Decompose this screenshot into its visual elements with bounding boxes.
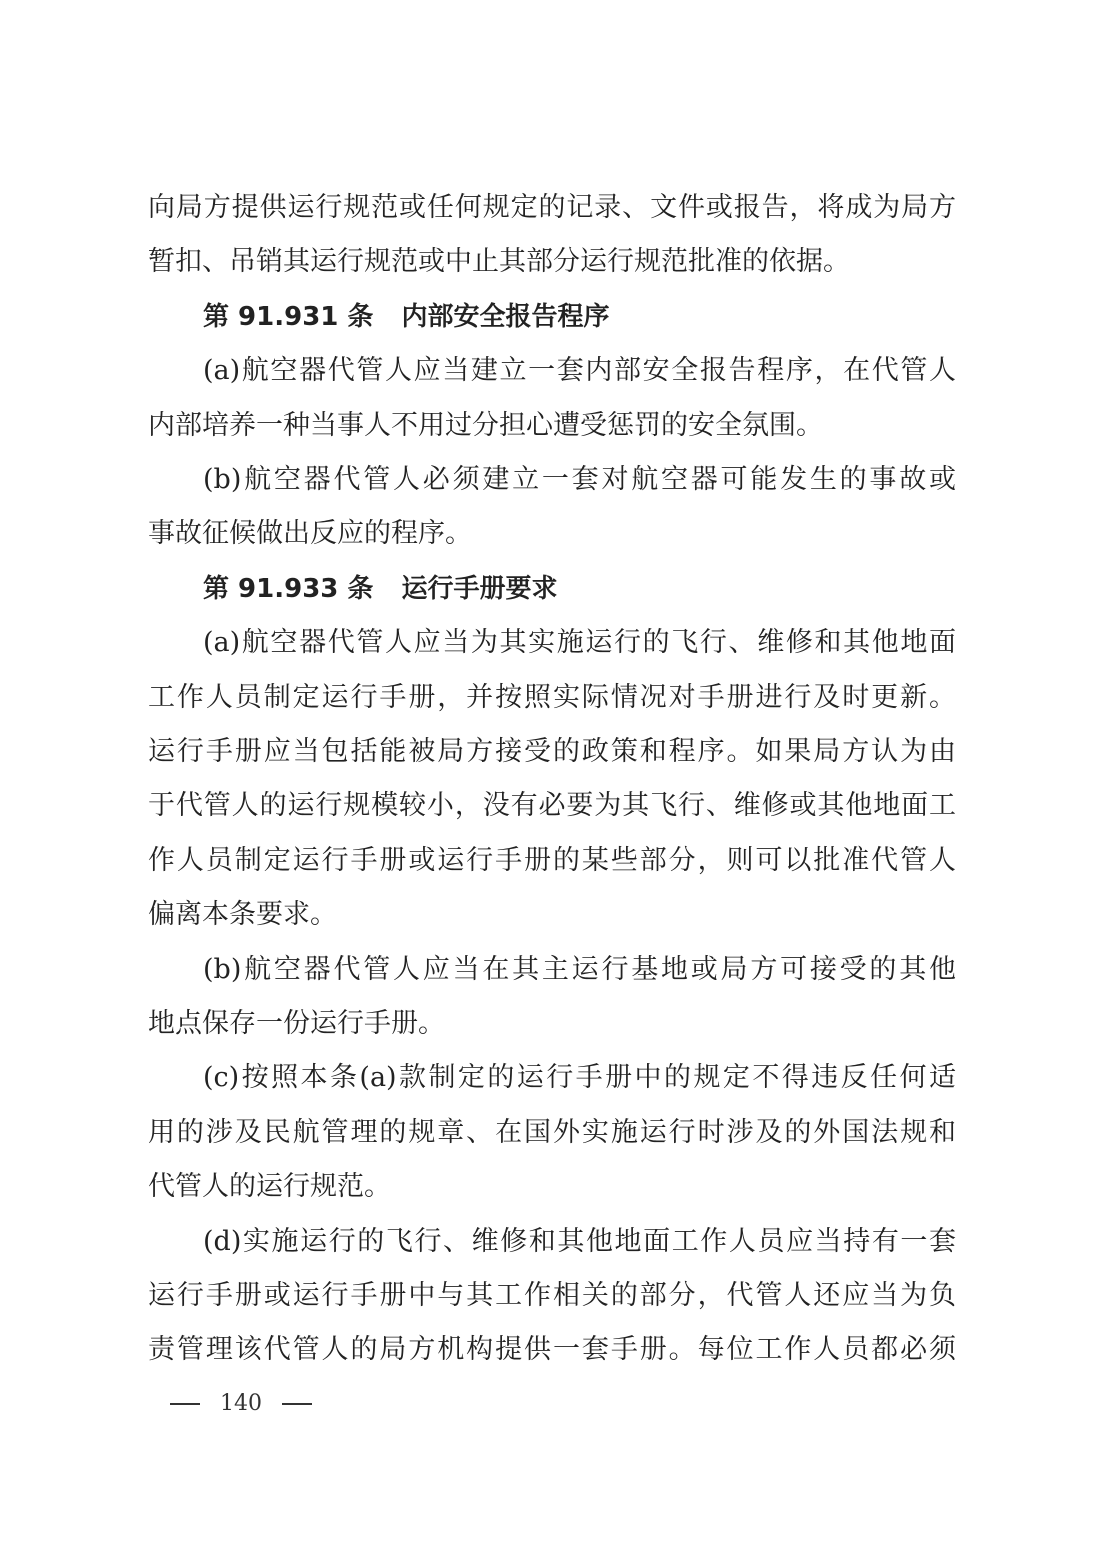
article-title: 内部安全报告程序 — [401, 302, 610, 332]
text-line: 暂扣、吊销其运行规范或中止其部分运行规范批准的依据。 — [148, 246, 850, 277]
text-line: 向局方提供运行规范或任何规定的记录、文件或报告，将成为局方 — [148, 192, 956, 223]
text-line: 工作人员制定运行手册，并按照实际情况对手册进行及时更新。 — [148, 682, 956, 713]
text-line: 地点保存一份运行手册。 — [148, 1008, 445, 1039]
page-footer — [170, 1389, 312, 1419]
text-line: (c)按照本条(a)款制定的运行手册中的规定不得违反任何适 — [203, 1062, 956, 1093]
text-line: 事故征候做出反应的程序。 — [148, 518, 472, 549]
page-number: 140 — [220, 1391, 262, 1416]
text-line: 作人员制定运行手册或运行手册的某些部分，则可以批准代管人 — [148, 845, 956, 876]
text-line: 责管理该代管人的局方机构提供一套手册。每位工作人员都必须 — [148, 1334, 956, 1365]
text-line: 偏离本条要求。 — [148, 899, 337, 930]
footer-dash-left — [170, 1403, 200, 1405]
text-line: (d)实施运行的飞行、维修和其他地面工作人员应当持有一套 — [203, 1226, 956, 1257]
text-line: 代管人的运行规范。 — [148, 1171, 391, 1202]
text-line: (b)航空器代管人应当在其主运行基地或局方可接受的其他 — [203, 954, 956, 985]
text-line: (b)航空器代管人必须建立一套对航空器可能发生的事故或 — [203, 464, 956, 495]
text-line: 运行手册应当包括能被局方接受的政策和程序。如果局方认为由 — [148, 736, 956, 767]
text-line: (a)航空器代管人应当为其实施运行的飞行、维修和其他地面 — [203, 627, 956, 658]
article-title: 运行手册要求 — [401, 574, 558, 604]
text-line: 于代管人的运行规模较小，没有必要为其飞行、维修或其他地面工 — [148, 790, 956, 821]
text-line: 运行手册或运行手册中与其工作相关的部分，代管人还应当为负 — [148, 1280, 956, 1311]
article-heading — [203, 299, 903, 335]
article-number: 第 91.933 条 — [203, 574, 374, 604]
text-line: 内部培养一种当事人不用过分担心遭受惩罚的安全氛围。 — [148, 410, 823, 441]
text-line: (a)航空器代管人应当建立一套内部安全报告程序，在代管人 — [203, 355, 956, 386]
text-line: 用的涉及民航管理的规章、在国外实施运行时涉及的外国法规和 — [148, 1117, 956, 1148]
article-number: 第 91.931 条 — [203, 302, 374, 332]
footer-dash-right — [282, 1403, 312, 1405]
article-heading — [203, 571, 903, 607]
